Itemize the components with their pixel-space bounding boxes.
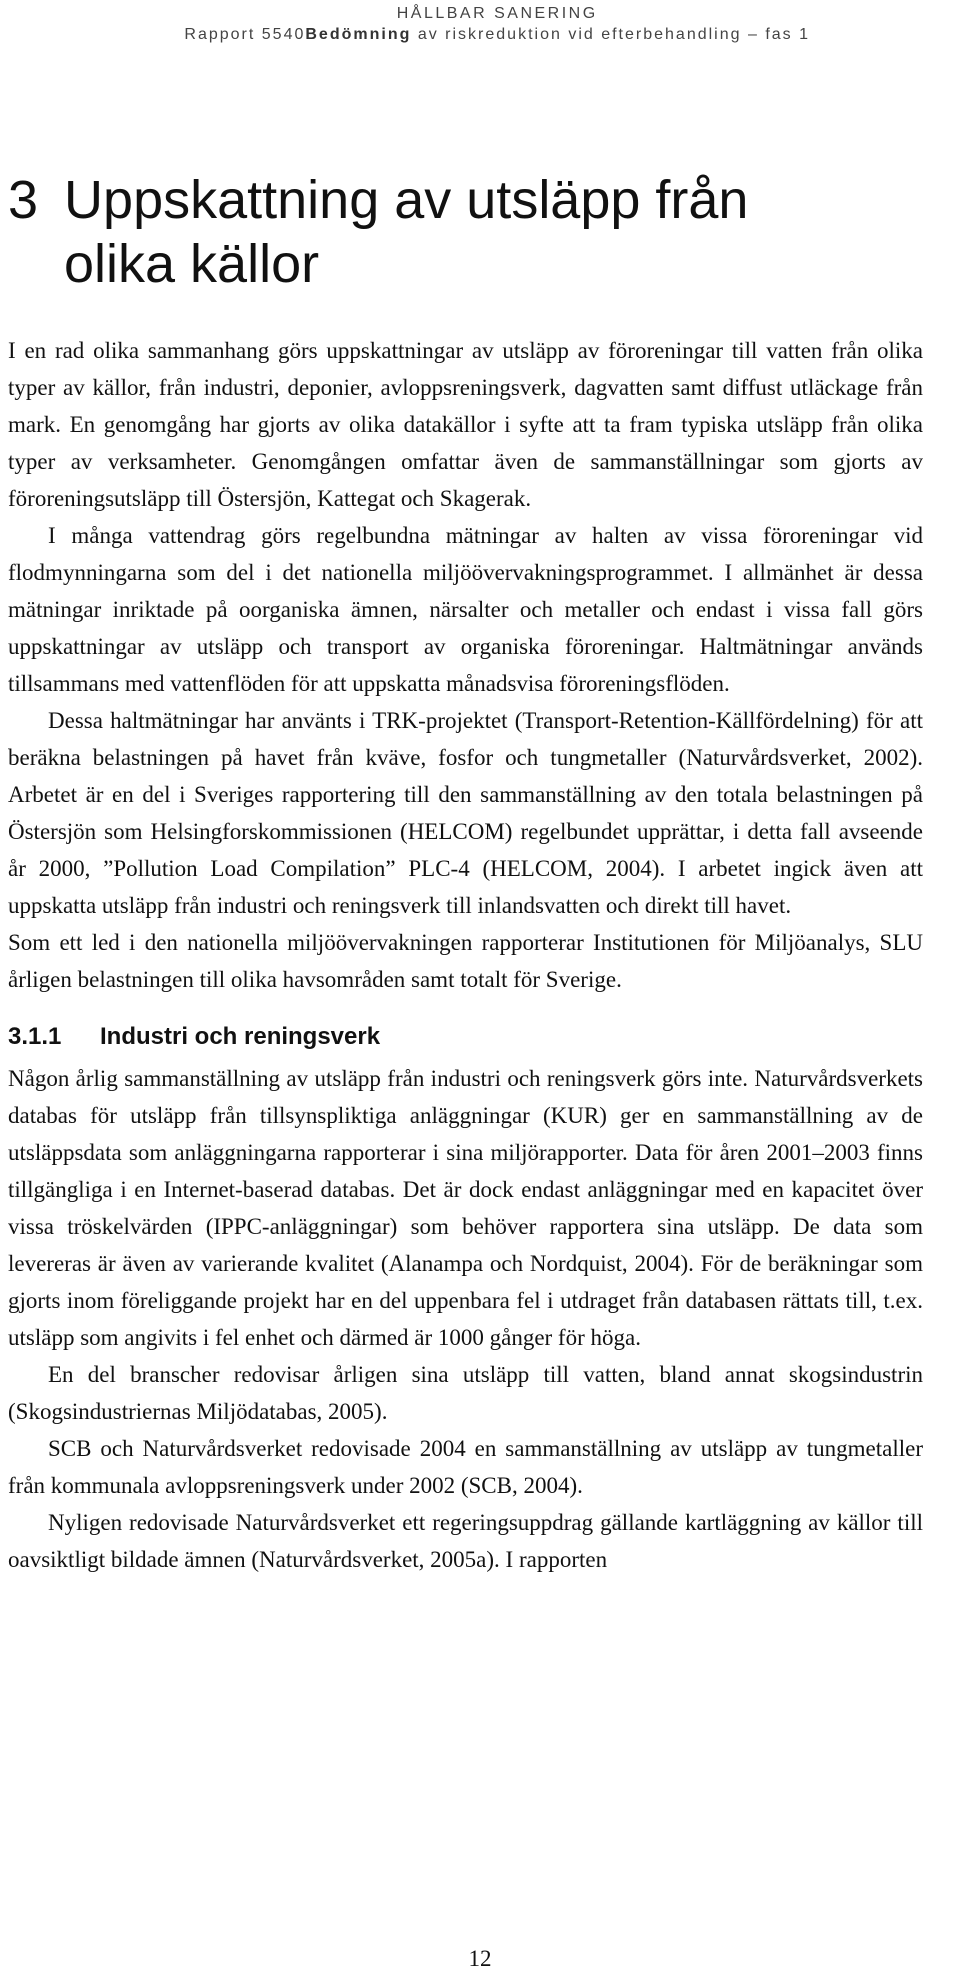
paragraph: SCB och Naturvårdsverket redovisade 2004 en sammanställning av utsläpp av tungmetaller från kommunala avloppsreningsverk under 2002 (SCB, 2004). — [8, 1436, 923, 1498]
chapter-title-line1: Uppskattning av utsläpp från — [64, 170, 749, 230]
paragraph: Nyligen redovisade Naturvårdsverket ett regeringsuppdrag gällande kartläggning av källor till oavsiktligt bildade ämnen (Naturvårdsverket, 2005a). I rapporten — [8, 1510, 923, 1572]
header-series: HÅLLBAR SANERING — [396, 5, 598, 22]
paragraph: Dessa haltmätningar har använts i TRK-projektet (Transport-Retention-Källfördelning) för att beräkna belastningen på havet från kväve, fosfor och tungmetaller (Naturvårdsverket, 2002). Arbetet är en del i Sveriges rapportering till den sammanställning av den totala belastningen på Östersjön som Helsingforskommissionen (HELCOM) regelbundet upprättar, i detta fall avseende år 2000, ”Pollution Load Compilation” PLC-4 (HELCOM, 2004). I arbetet ingick även att uppskatta utsläpp från industri och reningsverk till inlandsvatten och direkt till havet. — [8, 708, 923, 918]
section-title: Industri och reningsverk — [100, 1023, 381, 1050]
header-title-rest: av riskreduktion vid efterbehandling – fas 1 — [411, 26, 810, 43]
chapter-heading — [8, 168, 748, 296]
chapter-number: 3 — [8, 170, 39, 230]
running-header — [184, 4, 810, 46]
paragraph: En del branscher redovisar årligen sina utsläpp till vatten, bland annat skogsindustrin (Skogsindustriernas Miljödatabas, 2005). — [8, 1362, 923, 1424]
section-number: 3.1.1 — [8, 1023, 62, 1050]
page-number: 12 — [468, 1946, 492, 1971]
paragraph: Någon årlig sammanställning av utsläpp från industri och reningsverk görs inte. Naturvårdsverkets databas för utsläpp från tillsynspliktiga anläggningar (KUR) ger en sammanställning av de utsläppsdata som anläggningarna rapporterar i sina miljörapporter. Data för åren 2001–2003 finns tillgängliga i en Internet-baserad databas. Det är dock endast anläggningar med en kapacitet över vissa tröskelvärden (IPPC-anläggningar) som behöver rapportera sina utsläpp. De data som levereras är även av varierande kvalitet (Alanampa och Nordquist, 2004). För de beräkningar som gjorts inom föreliggande projekt har en del uppenbara fel i utdraget från databasen rättats till, t.ex. utsläpp som angivits i fel enhet och därmed är 1000 gånger för höga. — [8, 1066, 923, 1350]
paragraph: I en rad olika sammanhang görs uppskattningar av utsläpp av föroreningar till vatten från olika typer av källor, från industri, deponier, avloppsreningsverk, dagvatten samt diffust utläckage från mark. En genomgång har gjorts av olika datakällor i syfte att ta fram typiska utsläpp från olika typer av verksamheter. Genomgången omfattar även de sammanställningar som gjorts av föroreningsutsläpp till Östersjön, Kattegat och Skagerak. — [8, 338, 923, 511]
header-report-line — [184, 24, 810, 46]
body-text — [8, 332, 923, 1578]
paragraph: Som ett led i den nationella miljöövervakningen rapporterar Institutionen för Miljöanalys, SLU årligen belastningen till olika havsområden samt totalt för Sverige. — [8, 930, 923, 992]
paragraph: I många vattendrag görs regelbundna mätningar av halten av vissa föroreningar vid flodmynningarna som del i det nationella miljöövervakningsprogrammet. I allmänhet är dessa mätningar inriktade på oorganiska ämnen, närsalter och metaller och endast i vissa fall görs uppskattningar av utsläpp och transport av organiska föroreningar. Haltmätningar används tillsammans med vattenflöden för att uppskatta månadsvisa föroreningsflöden. — [8, 523, 923, 696]
section-heading — [8, 1020, 923, 1054]
chapter-title-line2: olika källor — [64, 234, 320, 294]
header-title-bold: Bedömning — [305, 26, 412, 43]
header-report-number: Rapport 5540 — [184, 26, 306, 43]
